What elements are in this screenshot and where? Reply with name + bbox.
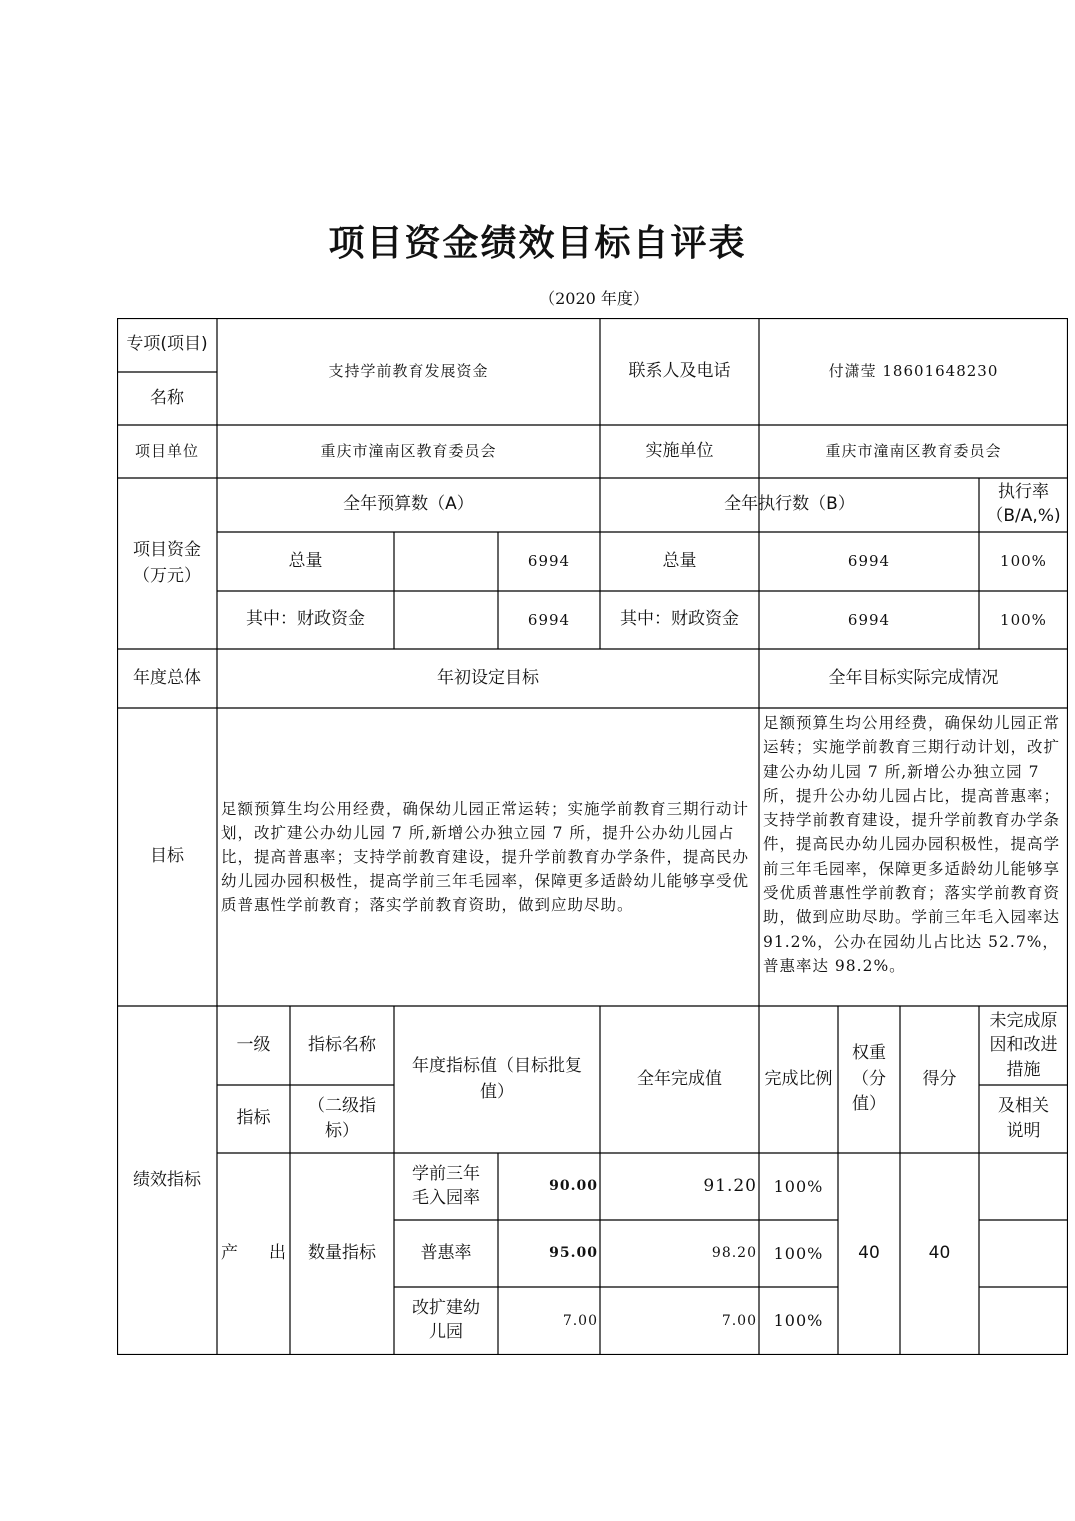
exec-header: 全年执行数（B） [724,494,855,515]
fiscal-exec-label: 其中：财政资金 [620,609,739,630]
row-3-target: 7.00 [562,1312,598,1329]
col-name-b: （二级指标） [308,1095,376,1141]
row-1-ratio: 100% [773,1176,824,1196]
score-value: 40 [928,1243,951,1264]
total-budget: 6994 [527,552,571,571]
funds-label: 项目资金（万元） [133,540,201,586]
contact-label: 联系人及电话 [628,360,731,381]
level2-quantity: 数量指标 [308,1243,376,1264]
impl-unit-value: 重庆市潼南区教育委员会 [825,442,1002,461]
total-exec: 6994 [847,552,891,571]
col-weight: 权重（分值） [852,1043,886,1115]
goal-label: 目标 [150,846,184,867]
col-reason-b: 及相关说明 [998,1095,1049,1141]
goal-set-text: 足额预算生均公用经费，确保幼儿园正常运转；实施学前教育三期行动计划，改扩建公办幼儿园 7 所,新增公办独立园 7 所，提升公办幼儿园占比，提高普惠率；支持学前教育建设，提升学前教育办学条件，提高民办幼儿园办园积极性，提高学前三年毛园率，保障更多适龄幼儿能够享受优质普惠性学前教育；落实学前教育资助，做到应助尽助。 [221,800,750,914]
level1-output [217,1153,290,1355]
unit-value: 重庆市潼南区教育委员会 [320,442,497,461]
weight-value: 40 [858,1243,880,1264]
unit-label: 项目单位 [134,442,199,461]
row-2-target: 95.00 [549,1245,598,1261]
project-name-label-2: 名称 [150,387,184,408]
col-score: 得分 [922,1068,957,1089]
row-2-actual: 98.20 [711,1245,757,1261]
impl-unit-label: 实施单位 [645,440,714,461]
col-name-a: 指标名称 [308,1034,376,1055]
level1-chu: 出 [269,1243,286,1264]
total-label: 总量 [288,550,323,571]
row-1-name: 学前三年毛入园率 [412,1163,480,1208]
annual-label: 年度总体 [133,667,201,688]
col-level1-b: 指标 [236,1108,271,1129]
col-ratio: 完成比例 [764,1068,833,1089]
total-rate: 100% [1000,552,1047,571]
fiscal-budget: 6994 [527,610,571,629]
contact-value: 付潇莹 18601648230 [828,362,999,381]
row-3-name: 改扩建幼儿园 [412,1298,480,1342]
row-3-ratio: 100% [773,1311,824,1330]
col-reason-a: 未完成原因和改进措施 [989,1010,1058,1080]
project-name-label-1: 专项(项目) [126,334,208,355]
row-2-name: 普惠率 [420,1242,472,1263]
row-1-target: 90.00 [549,1178,598,1194]
row-2-ratio: 100% [773,1243,824,1263]
budget-header: 全年预算数（A） [343,494,474,515]
level1-chan: 产 [221,1243,238,1264]
total-exec-label: 总量 [662,550,697,571]
col-actual: 全年完成值 [637,1068,722,1089]
col-target: 年度指标值（目标批复值） [412,1056,582,1102]
project-name-value: 支持学前教育发展资金 [328,362,489,381]
fiscal-label: 其中：财政资金 [246,609,365,630]
row-3-actual: 7.00 [721,1312,757,1329]
page-subtitle: （2020 年度） [539,289,649,308]
row-1-actual: 91.20 [703,1175,757,1196]
fiscal-exec: 6994 [847,610,891,629]
fiscal-rate: 100% [1000,610,1047,629]
goal-actual-header: 全年目标实际完成情况 [828,667,999,688]
col-level1-a: 一级 [236,1034,271,1055]
evaluation-table [117,318,1068,1355]
goal-set-header: 年初设定目标 [437,667,539,688]
rate-header: 执行率（B/A,%) [986,482,1061,526]
goal-actual-text: 足额预算生均公用经费，确保幼儿园正常运转；实施学前教育三期行动计划，改扩建公办幼儿园 7 所,新增公办独立园 7 所，提升公办幼儿园占比，提高普惠率；支持学前教育建设，提升学前教育办学条件，提高民办幼儿园办园积极性，提高学前三年毛园率，保障更多适龄幼儿能够享受优质普惠性学前教育；落实学前教育资助，做到应助尽助。学前三年毛入园率达 91.2%，公办在园幼儿占比达 52.7%，普惠率达 98.2%。 [763,714,1061,975]
perf-label: 绩效指标 [133,1169,201,1190]
page-title: 项目资金绩效目标自评表 [328,222,747,264]
